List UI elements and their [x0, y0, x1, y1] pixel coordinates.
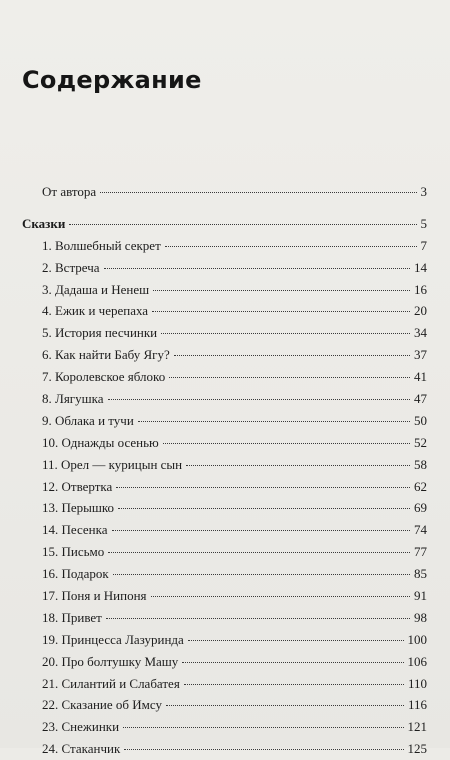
table-of-contents [22, 181, 427, 760]
toc-entry[interactable] [22, 563, 427, 585]
toc-entry-label: От автора [42, 184, 97, 199]
toc-section-page: 5 [420, 215, 427, 231]
toc-entry-page: 20 [414, 303, 427, 319]
toc-entry-page: 14 [414, 259, 427, 275]
dot-leader [188, 640, 404, 641]
toc-entry[interactable] [22, 366, 427, 388]
toc-entry-label: 16. Подарок [42, 566, 109, 582]
toc-entry-page: 3 [420, 184, 427, 199]
toc-entry-label: 22. Сказание об Имсу [42, 697, 162, 713]
toc-entry-page: 77 [414, 544, 427, 560]
dot-leader [153, 290, 410, 291]
toc-entry-label: 12. Отвертка [42, 478, 113, 494]
toc-entry[interactable] [22, 344, 427, 366]
toc-entry-label: 17. Поня и Нипоня [42, 588, 147, 604]
toc-entry[interactable] [22, 541, 427, 563]
toc-entry-label: 3. Дадаша и Ненеш [42, 281, 150, 297]
toc-entry[interactable] [22, 388, 427, 410]
toc-entry-page: 34 [414, 325, 427, 341]
toc-entry-front[interactable] [22, 181, 427, 203]
toc-entry[interactable] [22, 322, 427, 344]
toc-entry[interactable] [22, 607, 427, 629]
toc-entry-page: 91 [414, 588, 427, 604]
dot-leader [118, 508, 410, 509]
toc-entry-page: 16 [414, 281, 427, 297]
toc-entry-page: 41 [414, 369, 427, 385]
toc-entry-label: 21. Силантий и Слабатея [42, 675, 180, 691]
dot-leader [100, 192, 416, 193]
toc-entry[interactable] [22, 300, 427, 322]
dot-leader [174, 355, 410, 356]
toc-entry[interactable] [22, 738, 427, 760]
toc-entry-label: 18. Привет [42, 609, 102, 625]
toc-entry-label: 8. Лягушка [42, 391, 104, 407]
toc-entry-label: 10. Однажды осенью [42, 434, 159, 450]
dot-leader [152, 311, 410, 312]
toc-entry-label: 6. Как найти Бабу Ягу? [42, 347, 170, 363]
dot-leader [169, 377, 410, 378]
dot-leader [182, 662, 403, 663]
toc-entry[interactable] [22, 410, 427, 432]
toc-section-label: Сказки [22, 215, 66, 231]
toc-entry-label: 13. Перышко [42, 500, 115, 516]
toc-entry-label: 11. Орел — курицын сын [42, 456, 183, 472]
toc-entry[interactable] [22, 279, 427, 301]
dot-leader [151, 596, 410, 597]
dot-leader [165, 246, 417, 247]
spacer [22, 203, 427, 213]
toc-entry-page: 106 [407, 653, 427, 669]
toc-entry-page: 85 [414, 566, 427, 582]
toc-entry-label: 19. Принцесса Лазуринда [42, 631, 184, 647]
toc-entry-label: 9. Облака и тучи [42, 412, 134, 428]
dot-leader [166, 705, 404, 706]
toc-entry-label: 4. Ежик и черепаха [42, 303, 149, 319]
dot-leader [104, 268, 410, 269]
toc-entry-label: 2. Встреча [42, 259, 100, 275]
toc-section-heading[interactable] [22, 213, 427, 235]
toc-entry[interactable] [22, 454, 427, 476]
toc-entry-page: 52 [414, 434, 427, 450]
toc-entry-label: 14. Песенка [42, 522, 108, 538]
toc-entry-page: 98 [414, 609, 427, 625]
toc-entry[interactable] [22, 235, 427, 257]
dot-leader [108, 399, 410, 400]
toc-entry-page: 121 [407, 719, 427, 735]
toc-entry-page: 47 [414, 391, 427, 407]
dot-leader [186, 465, 410, 466]
toc-entry-page: 125 [407, 741, 427, 757]
toc-entry[interactable] [22, 651, 427, 673]
dot-leader [69, 224, 416, 225]
dot-leader [116, 487, 410, 488]
toc-entry-label: 15. Письмо [42, 544, 105, 560]
toc-entry-label: 5. История песчинки [42, 325, 158, 341]
toc-entry-page: 62 [414, 478, 427, 494]
toc-entry-list [22, 235, 427, 760]
toc-entry[interactable] [22, 716, 427, 738]
dot-leader [113, 574, 410, 575]
toc-entry-label: 7. Королевское яблоко [42, 369, 166, 385]
toc-entry[interactable] [22, 257, 427, 279]
dot-leader [124, 749, 403, 750]
toc-entry[interactable] [22, 432, 427, 454]
toc-entry[interactable] [22, 673, 427, 695]
toc-entry-page: 74 [414, 522, 427, 538]
dot-leader [184, 684, 404, 685]
toc-entry-label: 20. Про болтушку Машу [42, 653, 179, 669]
toc-entry-page: 37 [414, 347, 427, 363]
toc-entry[interactable] [22, 497, 427, 519]
toc-entry-page: 50 [414, 412, 427, 428]
toc-entry-page: 58 [414, 456, 427, 472]
toc-entry[interactable] [22, 519, 427, 541]
toc-entry-label: 23. Снежинки [42, 719, 120, 735]
dot-leader [161, 333, 410, 334]
toc-entry-page: 110 [407, 675, 427, 691]
page-title: Содержание [22, 66, 202, 94]
dot-leader [163, 443, 410, 444]
toc-entry-page: 7 [420, 237, 427, 253]
toc-entry[interactable] [22, 629, 427, 651]
dot-leader [138, 421, 410, 422]
dot-leader [108, 552, 410, 553]
toc-entry-label: 24. Стаканчик [42, 741, 121, 757]
dot-leader [112, 530, 410, 531]
toc-entry-label: 1. Волшебный секрет [42, 237, 161, 253]
toc-entry-page: 69 [414, 500, 427, 516]
toc-entry[interactable] [22, 585, 427, 607]
toc-entry-page: 100 [407, 631, 427, 647]
dot-leader [106, 618, 410, 619]
toc-entry[interactable] [22, 694, 427, 716]
toc-entry-page: 116 [407, 697, 427, 713]
toc-entry[interactable] [22, 476, 427, 498]
dot-leader [123, 727, 403, 728]
